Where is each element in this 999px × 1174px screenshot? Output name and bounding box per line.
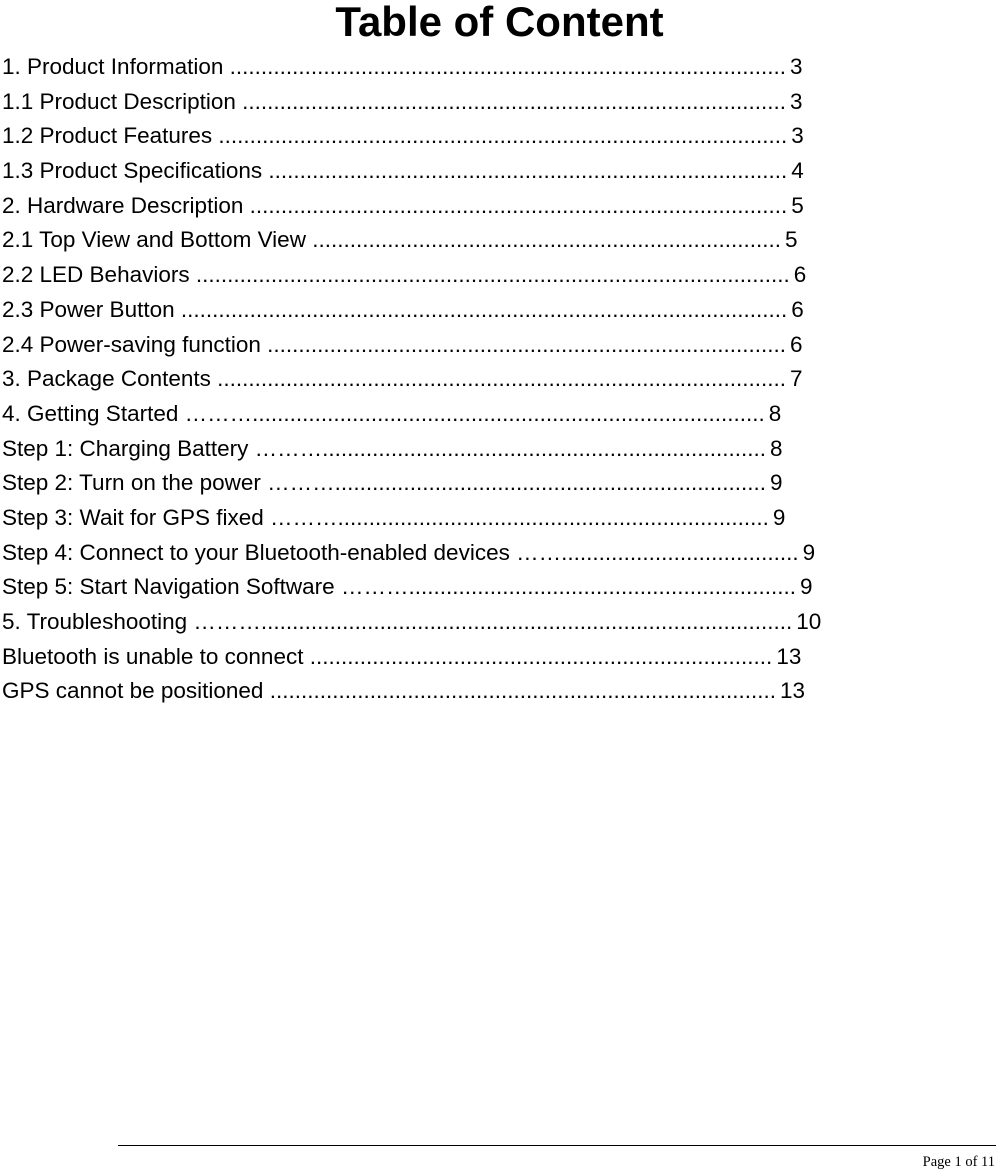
toc-entry[interactable]	[2, 154, 821, 189]
toc-leader-dots: ...........................................................................	[305, 227, 782, 253]
toc-leader-dots: ……….....................................................................................	[187, 609, 793, 634]
toc-entry[interactable]	[2, 85, 821, 120]
toc-page-number: 13	[780, 678, 806, 704]
toc-leader-dots: ………..................................................................................	[178, 400, 765, 426]
toc-page-number: 6	[790, 331, 803, 357]
toc-entry[interactable]	[2, 605, 821, 640]
toc-entry[interactable]	[2, 223, 821, 258]
toc-leader-dots: .................................................................................	[263, 678, 777, 704]
toc-page-number: 5	[785, 227, 798, 253]
toc-entry[interactable]	[2, 119, 821, 154]
toc-leader-dots: ……….....................................................................	[263, 504, 769, 530]
table-of-contents	[2, 50, 821, 709]
toc-entry-label: 5. Troubleshooting	[2, 609, 188, 634]
footer-divider	[118, 1145, 996, 1146]
footer-page-number: Page 1 of 11	[922, 1154, 995, 1170]
toc-entry-label: 2. Hardware Description	[2, 192, 244, 218]
toc-entry-label: 2.2 LED Behaviors	[2, 262, 190, 288]
toc-entry[interactable]	[2, 466, 821, 501]
toc-page-number: 7	[790, 366, 803, 392]
toc-page-number: 3	[790, 54, 803, 79]
toc-page-number: 13	[776, 643, 802, 669]
toc-entry[interactable]	[2, 674, 821, 709]
toc-entry[interactable]	[2, 189, 821, 224]
toc-entry-label: 2.4 Power-saving function	[2, 331, 261, 357]
toc-entry[interactable]	[2, 570, 821, 605]
toc-entry[interactable]	[2, 258, 821, 293]
toc-page-number: 9	[800, 574, 813, 600]
toc-page-number: 9	[772, 504, 786, 530]
toc-leader-dots: ...........................................................................................	[210, 366, 787, 392]
toc-leader-dots: ..........................................................................	[303, 643, 773, 669]
toc-page-number: 8	[769, 435, 783, 461]
toc-entry-label: Step 2: Turn on the power	[2, 470, 261, 496]
toc-entry-label: 1.2 Product Features	[2, 123, 213, 149]
toc-page-number: 6	[791, 296, 804, 322]
toc-entry-label: Bluetooth is unable to connect	[2, 643, 304, 669]
toc-leader-dots: ……….......................................................................	[248, 435, 766, 461]
toc-entry-label: GPS cannot be positioned	[2, 678, 264, 704]
toc-entry[interactable]	[2, 640, 821, 675]
toc-entry-label: Step 1: Charging Battery	[2, 435, 249, 461]
toc-entry[interactable]	[2, 536, 821, 571]
toc-entry[interactable]	[2, 293, 821, 328]
toc-entry[interactable]	[2, 50, 821, 85]
toc-page-number: 3	[789, 88, 803, 114]
toc-entry-label: Step 4: Connect to your Bluetooth-enabled devices	[2, 539, 510, 565]
toc-entry[interactable]	[2, 328, 821, 363]
toc-page-number: 9	[802, 539, 816, 565]
toc-entry-label: 2.3 Power Button	[2, 296, 175, 322]
toc-entry-label: 1. Product Information	[2, 54, 224, 79]
toc-page-number: 10	[796, 609, 822, 634]
toc-leader-dots: ………..............................................................	[334, 574, 797, 600]
toc-entry[interactable]	[2, 362, 821, 397]
toc-entry-label: 1.3 Product Specifications	[2, 158, 263, 184]
toc-entry-label: Step 5: Start Navigation Software	[2, 574, 335, 600]
toc-leader-dots: .......................................................................................	[235, 88, 786, 114]
toc-page-number: 3	[791, 123, 804, 149]
toc-page-number: 4	[791, 158, 804, 184]
toc-entry-label: 3. Package Contents	[2, 366, 211, 392]
toc-page-number: 6	[793, 262, 807, 288]
toc-entry[interactable]	[2, 432, 821, 467]
toc-entry-label: 2.1 Top View and Bottom View	[2, 227, 306, 253]
toc-page-number: 5	[791, 192, 804, 218]
toc-entry[interactable]	[2, 501, 821, 536]
toc-leader-dots: ......................................................................................	[243, 192, 788, 218]
toc-page-number: 9	[770, 470, 783, 496]
toc-leader-dots: ...................................................................................	[262, 158, 788, 184]
toc-leader-dots: ...........................................................................................	[212, 123, 788, 149]
toc-entry-label: Step 3: Wait for GPS fixed	[2, 504, 264, 530]
toc-leader-dots: ...................................................................................	[260, 331, 787, 357]
toc-leader-dots: .........................................................................................	[223, 54, 786, 79]
toc-entry-label: 1.1 Product Description	[2, 88, 236, 114]
toc-leader-dots: ……......................................	[509, 539, 799, 565]
toc-leader-dots: ...............................................................................................	[189, 262, 790, 288]
toc-leader-dots: ……….....................................................................	[260, 470, 767, 496]
toc-entry-label: 4. Getting Started	[2, 400, 179, 426]
page-title: Table of Content	[335, 0, 664, 45]
toc-entry[interactable]	[2, 397, 821, 432]
toc-leader-dots: .................................................................................................	[174, 296, 788, 322]
toc-page-number: 8	[768, 400, 782, 426]
